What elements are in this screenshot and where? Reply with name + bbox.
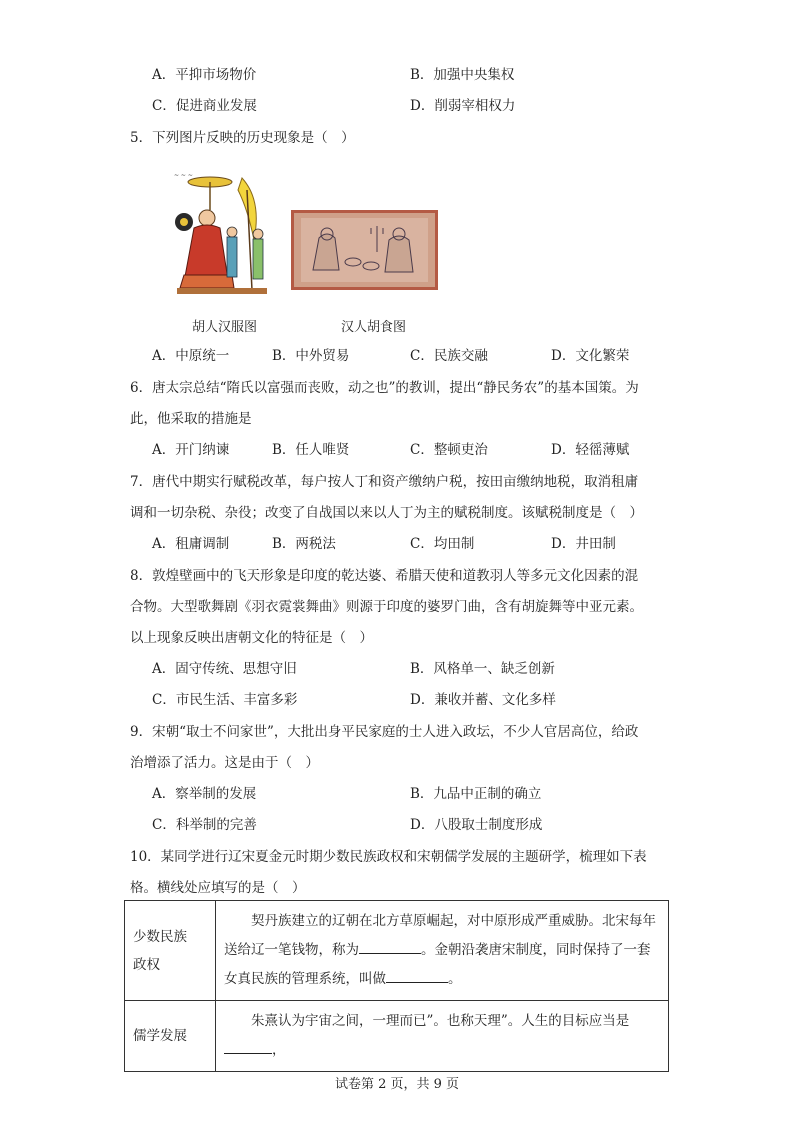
q4-option-c: C．促进商业发展 bbox=[152, 98, 257, 114]
q5-option-b: B．中外贸易 bbox=[272, 348, 350, 364]
q8-option-d: D．兼收并蓄、文化多样 bbox=[410, 692, 556, 708]
q8-stem-line1: 8．敦煌壁画中的飞天形象是印度的乾达婆、希腊天使和道教羽人等多元文化因素的混 bbox=[130, 568, 639, 584]
svg-text:~ ~ ~: ~ ~ ~ bbox=[174, 172, 193, 179]
q10-stem-line1: 10．某同学进行辽宋夏金元时期少数民族政权和宋朝儒学发展的主题研学，梳理如下表 bbox=[130, 849, 647, 865]
q10-stem-line2: 格。横线处应填写的是（ ） bbox=[130, 880, 306, 896]
q4-option-a: A．平抑市场物价 bbox=[152, 67, 257, 83]
caption-han-ren-hu-shi: 汉人胡食图 bbox=[341, 320, 407, 335]
page-footer: 试卷第 2 页，共 9 页 bbox=[334, 1077, 460, 1092]
q9-option-d: D．八股取士制度形成 bbox=[410, 817, 543, 833]
q8-option-a: A．固守传统、思想守旧 bbox=[152, 661, 297, 677]
q6-option-d: D．轻徭薄赋 bbox=[551, 442, 630, 458]
hu-ren-han-fu-image bbox=[172, 170, 272, 305]
q6-stem-line1: 6．唐太宗总结“隋氏以富强而丧败，动之也”的教训，提出“静民务农”的基本国策。为 bbox=[130, 380, 639, 396]
q4-option-b: B．加强中央集权 bbox=[410, 67, 515, 83]
q9-option-a: A．察举制的发展 bbox=[152, 786, 257, 802]
table-row bbox=[125, 901, 669, 1001]
caption-hu-ren-han-fu: 胡人汉服图 bbox=[192, 320, 258, 335]
q6-option-c: C．整顿吏治 bbox=[410, 442, 488, 458]
fill-blank-2 bbox=[386, 968, 448, 983]
q6-option-b: B．任人唯贤 bbox=[272, 442, 350, 458]
q7-option-d: D．井田制 bbox=[551, 536, 616, 552]
q8-stem-line2: 合物。大型歌舞剧《羽衣霓裳舞曲》则源于印度的婆罗门曲，含有胡旋舞等中亚元素。 bbox=[130, 599, 643, 615]
table-cell-minority-regime: 契丹族建立的辽朝在北方草原崛起，对中原形成严重威胁。北宋每年 送给辽一笔钱物，称为 。金朝沿袭唐宋制度，同时保持了一套 女真民族的管理系统，叫做 。 bbox=[216, 901, 669, 1001]
q7-option-a: A．租庸调制 bbox=[152, 536, 230, 552]
q7-stem-line2: 调和一切杂税、杂役；改变了自战国以来以人丁为主的赋税制度。该赋税制度是（ ） bbox=[130, 505, 643, 521]
q8-stem-line3: 以上现象反映出唐朝文化的特征是（ ） bbox=[130, 630, 373, 646]
fill-blank-3 bbox=[224, 1039, 272, 1054]
q5-option-d: D．文化繁荣 bbox=[551, 348, 630, 364]
q9-stem-line1: 9．宋朝“取士不问家世”，大批出身平民家庭的士人进入政坛，不少人官居高位，给政 bbox=[130, 724, 639, 740]
q7-option-b: B．两税法 bbox=[272, 536, 336, 552]
q5-option-a: A．中原统一 bbox=[152, 348, 230, 364]
q5-stem: 5．下列图片反映的历史现象是（ ） bbox=[130, 130, 355, 146]
fill-blank-1 bbox=[359, 939, 421, 954]
table-header-minority-regime: 少数民族 政权 bbox=[125, 901, 216, 1001]
q7-option-c: C．均田制 bbox=[410, 536, 475, 552]
q8-option-b: B．风格单一、缺乏创新 bbox=[410, 661, 555, 677]
han-ren-hu-shi-image bbox=[291, 210, 438, 290]
q10-table bbox=[124, 900, 669, 1072]
table-cell-confucianism: 朱熹认为宇宙之间，一理而已”。也称天理”。人生的目标应当是， bbox=[216, 1001, 669, 1072]
q6-stem-line2: 此，他采取的措施是 bbox=[130, 411, 252, 427]
q7-stem-line1: 7．唐代中期实行赋税改革，每户按人丁和资产缴纳户税，按田亩缴纳地税，取消租庸 bbox=[130, 474, 639, 490]
table-header-confucianism: 儒学发展 bbox=[125, 1001, 216, 1072]
table-row bbox=[125, 1001, 669, 1072]
q4-option-d: D．削弱宰相权力 bbox=[410, 98, 516, 114]
q9-option-b: B．九品中正制的确立 bbox=[410, 786, 542, 802]
q9-option-c: C．科举制的完善 bbox=[152, 817, 257, 833]
q6-option-a: A．开门纳谏 bbox=[152, 442, 230, 458]
q9-stem-line2: 治增添了活力。这是由于（ ） bbox=[130, 755, 319, 771]
q8-option-c: C．市民生活、丰富多彩 bbox=[152, 692, 298, 708]
q5-option-c: C．民族交融 bbox=[410, 348, 488, 364]
